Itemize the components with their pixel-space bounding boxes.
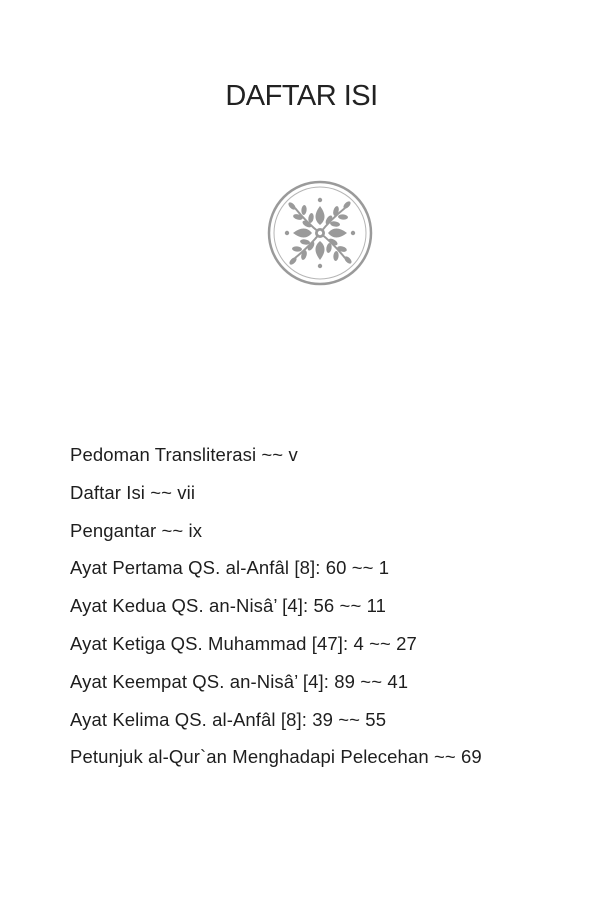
toc-entry: Ayat Ketiga QS. Muhammad [47]: 4 ~~ 27: [70, 632, 417, 654]
toc-entry: Petunjuk al-Qur`an Menghadapi Pelecehan ~~ 69: [70, 746, 482, 768]
floral-medallion-icon: [267, 180, 373, 286]
toc-entry: Ayat Keempat QS. an-Nisâ’ [4]: 89 ~~ 41: [70, 670, 409, 692]
table-of-contents: [70, 443, 482, 783]
page-title: DAFTAR ISI: [225, 80, 378, 112]
toc-entry: Daftar Isi ~~ vii: [70, 481, 196, 503]
toc-entry: Ayat Kedua QS. an-Nisâ’ [4]: 56 ~~ 11: [70, 595, 386, 617]
toc-entry: Ayat Kelima QS. al-Anfâl [8]: 39 ~~ 55: [70, 708, 387, 730]
toc-entry: Ayat Pertama QS. al-Anfâl [8]: 60 ~~ 1: [70, 557, 390, 579]
toc-entry: Pedoman Transliterasi ~~ v: [70, 444, 298, 465]
toc-entry: Pengantar ~~ ix: [70, 519, 203, 541]
